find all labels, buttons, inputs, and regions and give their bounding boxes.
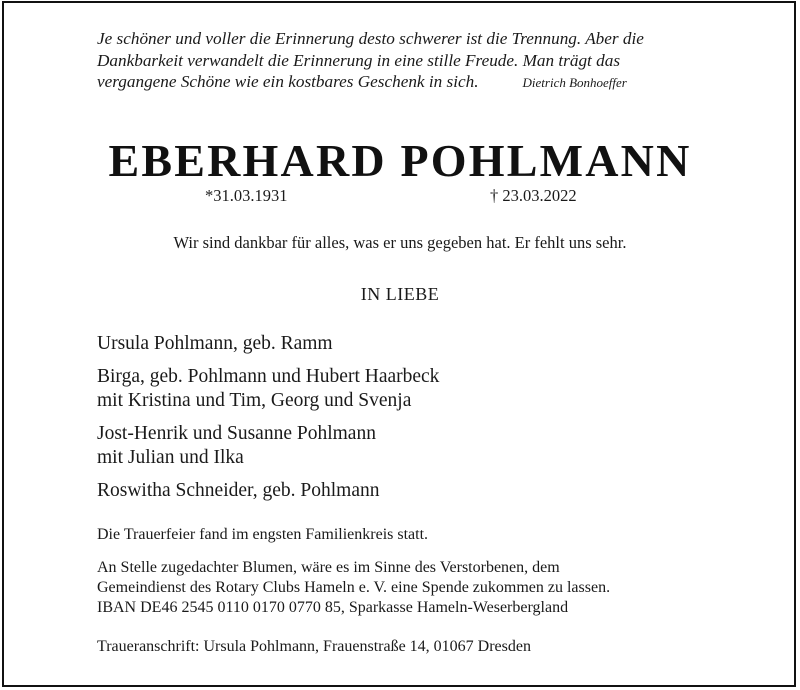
funeral-note-text: Die Trauerfeier fand im engsten Familienkreis statt. — [97, 526, 429, 543]
family-member-line: Ursula Pohlmann, geb. Ramm — [97, 333, 333, 354]
deceased-name: EBERHARD POHLMANN — [108, 135, 692, 186]
in-love-heading: IN LIEBE — [360, 284, 440, 304]
family-member — [97, 479, 439, 503]
family-member — [97, 365, 439, 413]
quote-line — [97, 71, 697, 94]
mourning-address-text: Traueranschrift: Ursula Pohlmann, Frauenstraße 14, 01067 Dresden — [97, 638, 531, 655]
family-member-line: mit Julian und Ilka — [97, 447, 244, 468]
quote-line: Je schöner und voller die Erinnerung desto schwerer ist die Trennung. Aber die — [97, 29, 644, 48]
quote-line: Dankbarkeit verwandelt die Erinnerung in eine stille Freude. Man trägt das — [97, 50, 621, 70]
family-member-line: Roswitha Schneider, geb. Pohlmann — [97, 480, 380, 501]
donation-line: Gemeindienst des Rotary Clubs Hameln e. V. eine Spende zukommen zu lassen. — [97, 579, 611, 596]
donation-note — [97, 558, 610, 618]
family-member — [97, 332, 439, 356]
quote-author: Dietrich Bonhoeffer — [522, 75, 627, 90]
family-member-line: mit Kristina und Tim, Georg und Svenja — [97, 390, 412, 411]
death-date: † 23.03.2022 — [490, 186, 577, 205]
memorial-quote — [97, 28, 697, 94]
quote-line-text: vergangene Schöne wie ein kostbares Geschenk in sich. — [97, 72, 479, 91]
birth-date: *31.03.1931 — [205, 186, 288, 205]
mourning-address — [97, 637, 531, 657]
tagline: Wir sind dankbar für alles, was er uns gegeben hat. Er fehlt uns sehr. — [173, 233, 627, 252]
family-member — [97, 422, 439, 470]
donation-line: IBAN DE46 2545 0110 0170 0770 85, Sparkasse Hameln-Weserbergland — [97, 599, 569, 616]
donation-line: An Stelle zugedachter Blumen, wäre es im Sinne des Verstorbenen, dem — [97, 559, 560, 576]
family-member-line: Jost-Henrik und Susanne Pohlmann — [97, 423, 376, 444]
family-list — [97, 332, 439, 512]
family-member-line: Birga, geb. Pohlmann und Hubert Haarbeck — [97, 366, 440, 387]
funeral-note — [97, 525, 428, 545]
